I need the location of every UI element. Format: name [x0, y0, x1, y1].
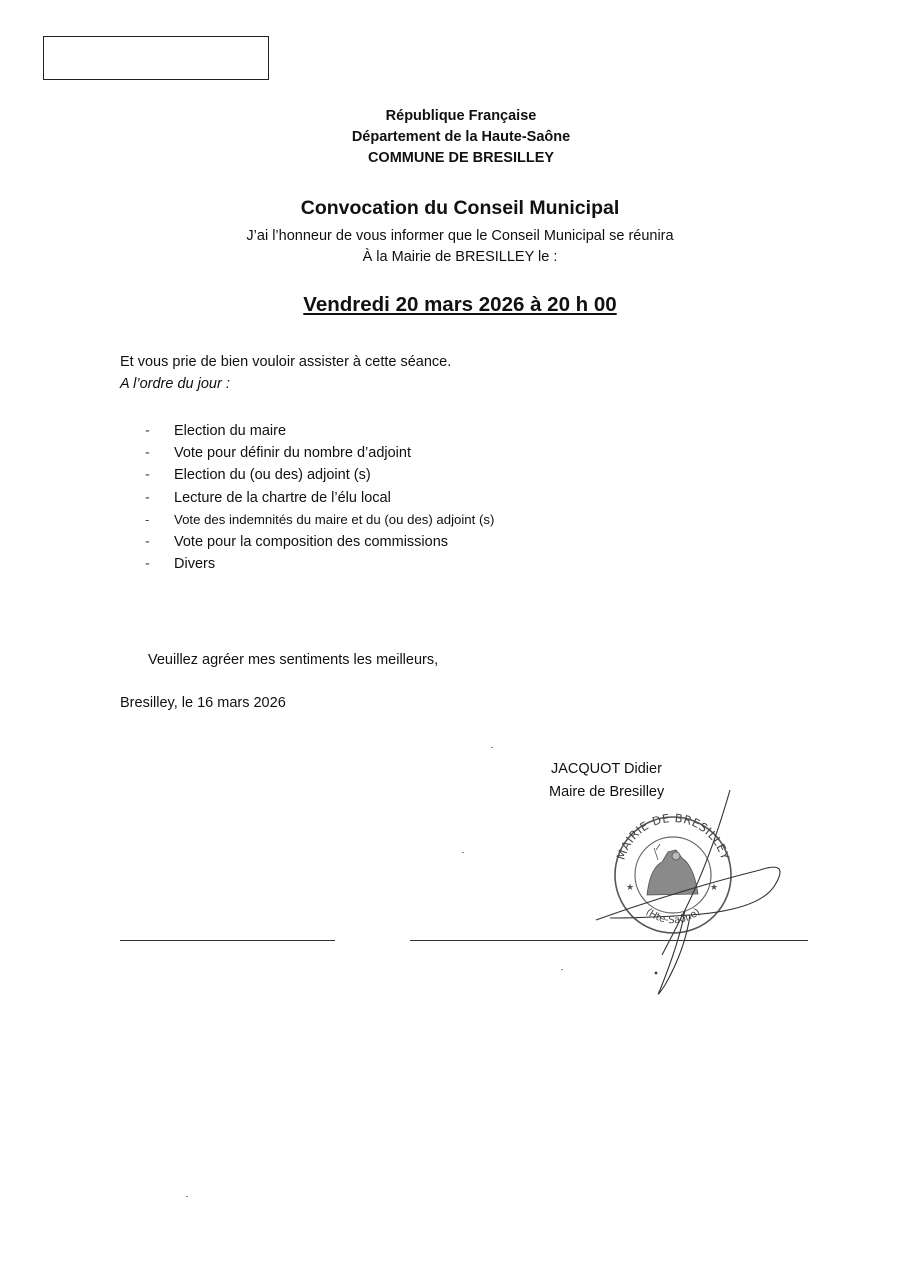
- closing-formula: Veuillez agréer mes sentiments les meilleurs,: [148, 652, 439, 668]
- letterhead-department: Département de la Haute-Saône: [351, 129, 571, 145]
- document-title: Convocation du Conseil Municipal: [300, 197, 620, 219]
- meeting-date: Vendredi 20 mars 2026 à 20 h 00: [303, 293, 617, 316]
- agenda-item: - Lecture de la chartre de l’élu local: [145, 489, 391, 506]
- agenda-item: - Vote pour définir du nombre d’adjoint: [145, 445, 411, 462]
- agenda-list: [145, 420, 494, 575]
- intro-line-1: J’ai l’honneur de vous informer que le Conseil Municipal se réunira: [246, 228, 674, 244]
- intro-paragraph: [0, 226, 900, 268]
- stamp-top-text: MAIRIE DE BRESILLEY: [613, 810, 733, 862]
- stamp-star-icon: ★: [710, 883, 719, 893]
- agenda-item: - Election du (ou des) adjoint (s): [145, 467, 371, 484]
- bottom-rule-left: [120, 940, 335, 941]
- official-stamp: [590, 790, 790, 1000]
- scan-speck: [491, 747, 493, 748]
- attendance-request: Et vous prie de bien vouloir assister à cette séance.: [120, 354, 452, 370]
- agenda-item: - Divers: [145, 556, 216, 573]
- stamp-star-icon: ★: [626, 883, 635, 893]
- agenda-item: - Election du maire: [145, 423, 287, 439]
- letterhead: [0, 106, 900, 169]
- agenda-item: - Vote pour la composition des commissions: [145, 533, 449, 550]
- place-and-date: Bresilley, le 16 mars 2026: [120, 695, 286, 711]
- letterhead-commune: COMMUNE DE BRESILLEY: [367, 150, 555, 166]
- scan-speck: [186, 1196, 188, 1197]
- reference-box: [43, 36, 269, 80]
- agenda-item: - Vote des indemnités du maire et du (ou des) adjoint (s): [145, 511, 495, 527]
- signatory-role: Maire de Bresilley: [549, 784, 665, 800]
- agenda-heading: A l’ordre du jour :: [120, 376, 230, 392]
- stamp-emblem-icon: [647, 844, 698, 895]
- letterhead-country: République Française: [385, 108, 537, 124]
- scan-speck: [462, 852, 464, 853]
- stamp-bottom-text: (Hte-Saône): [643, 906, 703, 927]
- scan-speck: [561, 969, 563, 970]
- signatory-name: JACQUOT Didier: [551, 761, 662, 777]
- intro-line-2: À la Mairie de BRESILLEY le :: [362, 249, 558, 265]
